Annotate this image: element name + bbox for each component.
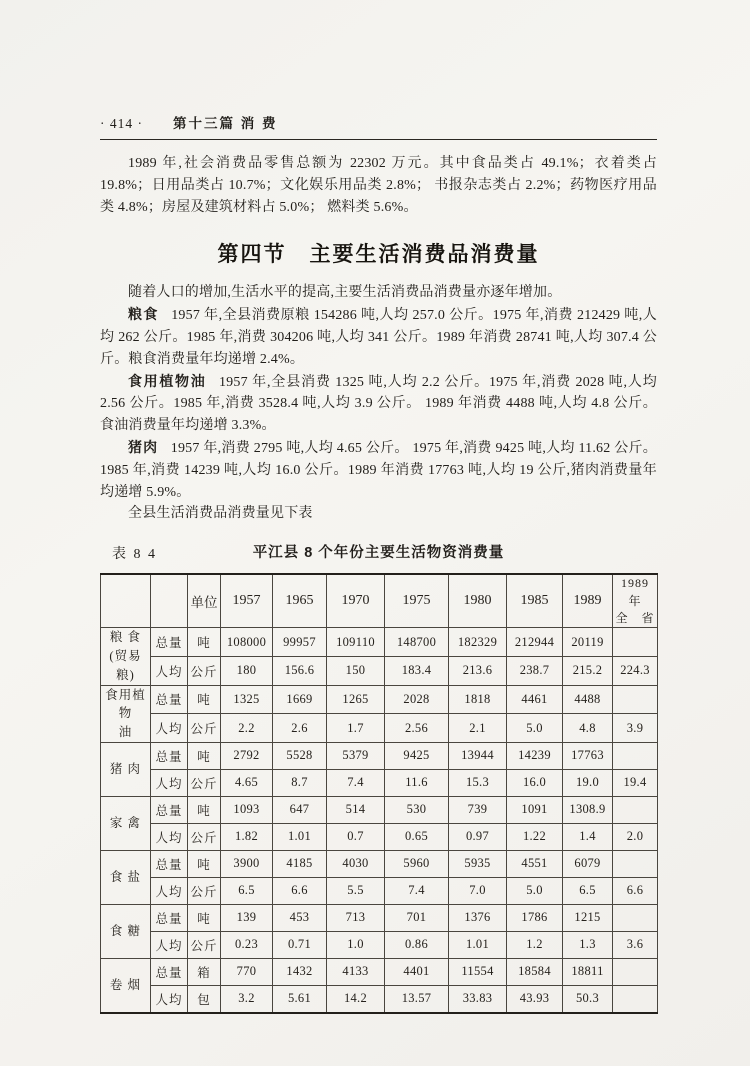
section-title <box>100 238 657 268</box>
value-cell: 1669 <box>273 685 327 714</box>
value-cell: 1215 <box>563 904 613 931</box>
value-cell: 183.4 <box>385 656 449 685</box>
paragraph-pork-text: 1957 年,消费 2795 吨,人均 4.65 公斤。 1975 年,消费 9425 吨,人均 11.62 公斤。1985 年,消费 14239 吨,人均 16.0 公斤。1989 年消费 17763 吨,人均 19 公斤,猪肉消费量年均递增 5.9%。 <box>100 440 657 500</box>
value-cell: 19.4 <box>613 769 658 796</box>
paragraph-table-note: 全县生活消费品消费量见下表 <box>128 506 313 522</box>
value-cell: 18584 <box>507 958 563 985</box>
year-header-1957: 1957 <box>221 574 273 628</box>
value-cell <box>613 628 658 657</box>
value-cell: 4401 <box>385 958 449 985</box>
value-cell <box>613 985 658 1013</box>
metric-cell: 人均 <box>151 877 188 904</box>
metric-cell: 总量 <box>151 628 188 657</box>
value-cell: 6.5 <box>221 877 273 904</box>
value-cell: 3900 <box>221 850 273 877</box>
metric-cell: 总量 <box>151 904 188 931</box>
value-cell: 8.7 <box>273 769 327 796</box>
metric-cell: 人均 <box>151 656 188 685</box>
section-number: 第四节 <box>217 243 287 267</box>
value-cell: 647 <box>273 796 327 823</box>
table-number: 表 8 4 <box>112 547 157 563</box>
unit-cell: 公斤 <box>188 877 221 904</box>
province-1989-header: 1989 年 全 省 <box>613 574 658 628</box>
value-cell <box>613 904 658 931</box>
unit-cell: 公斤 <box>188 714 221 743</box>
value-cell: 0.23 <box>221 931 273 958</box>
value-cell <box>613 742 658 769</box>
table-caption <box>100 541 657 565</box>
value-cell: 1.01 <box>449 931 507 958</box>
paragraph-grain-text: 1957 年,全县消费原粮 154286 吨,人均 257.0 公斤。1975 年,消费 212429 吨,人均 262 公斤。1985 年,消费 304206 吨,人均 341 公斤。1989 年消费 28741 吨,人均 307.4 公斤。粮食消费量年均递增 2.4%。 <box>100 308 658 367</box>
metric-cell: 人均 <box>151 714 188 743</box>
value-cell: 2.1 <box>449 714 507 743</box>
metric-cell: 总量 <box>151 796 188 823</box>
table-header-row <box>101 574 658 628</box>
value-cell: 1432 <box>273 958 327 985</box>
value-cell: 1091 <box>507 796 563 823</box>
consumption-table <box>100 573 658 1014</box>
value-cell: 213.6 <box>449 656 507 685</box>
table-row <box>101 985 658 1013</box>
value-cell: 1818 <box>449 685 507 714</box>
category-cell: 食用植物 油 <box>101 685 151 742</box>
value-cell: 20119 <box>563 628 613 657</box>
value-cell: 9425 <box>385 742 449 769</box>
value-cell: 514 <box>327 796 385 823</box>
value-cell: 14239 <box>507 742 563 769</box>
table-row <box>101 742 658 769</box>
unit-cell: 公斤 <box>188 769 221 796</box>
value-cell: 5960 <box>385 850 449 877</box>
metric-cell: 总量 <box>151 742 188 769</box>
value-cell: 4551 <box>507 850 563 877</box>
value-cell: 224.3 <box>613 656 658 685</box>
unit-cell: 吨 <box>188 742 221 769</box>
value-cell: 238.7 <box>507 656 563 685</box>
value-cell: 7.4 <box>327 769 385 796</box>
category-cell: 猪 肉 <box>101 742 151 796</box>
value-cell: 17763 <box>563 742 613 769</box>
value-cell: 215.2 <box>563 656 613 685</box>
value-cell: 180 <box>221 656 273 685</box>
value-cell: 2028 <box>385 685 449 714</box>
value-cell: 0.65 <box>385 823 449 850</box>
value-cell <box>613 850 658 877</box>
value-cell: 14.2 <box>327 985 385 1013</box>
table-row <box>101 823 658 850</box>
value-cell <box>613 685 658 714</box>
value-cell: 7.0 <box>449 877 507 904</box>
value-cell: 4488 <box>563 685 613 714</box>
table-row <box>101 877 658 904</box>
value-cell: 156.6 <box>273 656 327 685</box>
value-cell: 6.5 <box>563 877 613 904</box>
value-cell: 15.3 <box>449 769 507 796</box>
section-name: 主要生活消费品消费量 <box>309 243 540 267</box>
year-header-1980: 1980 <box>449 574 507 628</box>
paragraph-pork-lead: 猪肉 <box>128 438 159 455</box>
unit-cell: 公斤 <box>188 656 221 685</box>
unit-cell: 公斤 <box>188 931 221 958</box>
paragraph-retail-totals: 1989 年,社会消费品零售总额为 22302 万元。其中食品类占 49.1%；衣着类占 19.8%；日用品类占 10.7%；文化娱乐用品类 2.8%； 书报杂志类占 2.2%；药物医疗用品类 4.8%；房屋及建筑材料占 5.0%； 燃料类 5.6%。 <box>100 156 657 215</box>
value-cell: 1786 <box>507 904 563 931</box>
value-cell: 1.01 <box>273 823 327 850</box>
value-cell: 13944 <box>449 742 507 769</box>
value-cell: 1308.9 <box>563 796 613 823</box>
value-cell: 1376 <box>449 904 507 931</box>
paragraph-grain-lead: 粮食 <box>128 306 159 323</box>
value-cell: 4185 <box>273 850 327 877</box>
metric-cell: 总量 <box>151 685 188 714</box>
value-cell: 33.83 <box>449 985 507 1013</box>
value-cell: 4133 <box>327 958 385 985</box>
value-cell: 0.7 <box>327 823 385 850</box>
unit-cell: 包 <box>188 985 221 1013</box>
metric-cell: 人均 <box>151 985 188 1013</box>
paragraph-oil-text: 1957 年,全县消费 1325 吨,人均 2.2 公斤。1975 年,消费 2028 吨,人均 2.56 公斤。1985 年,消费 3528.4 吨,人均 3.9 公斤。 1989 年消费 4488 吨,人均 4.8 公斤。 食油消费量年均递增 3.3%。 <box>100 374 658 434</box>
value-cell: 182329 <box>449 628 507 657</box>
category-cell: 家 禽 <box>101 796 151 850</box>
unit-cell: 吨 <box>188 850 221 877</box>
value-cell: 2.0 <box>613 823 658 850</box>
unit-header: 单位 <box>188 574 221 628</box>
table-row <box>101 769 658 796</box>
value-cell: 1.2 <box>507 931 563 958</box>
paragraph-oil <box>100 371 657 437</box>
value-cell: 0.86 <box>385 931 449 958</box>
table-row <box>101 685 658 714</box>
value-cell: 43.93 <box>507 985 563 1013</box>
header-rule <box>100 139 657 140</box>
value-cell: 5935 <box>449 850 507 877</box>
running-header <box>100 112 657 132</box>
value-cell: 1.4 <box>563 823 613 850</box>
value-cell: 6.6 <box>613 877 658 904</box>
value-cell: 1.22 <box>507 823 563 850</box>
value-cell: 2.6 <box>273 714 327 743</box>
year-header-1985: 1985 <box>507 574 563 628</box>
value-cell: 7.4 <box>385 877 449 904</box>
value-cell: 4.8 <box>563 714 613 743</box>
value-cell: 50.3 <box>563 985 613 1013</box>
value-cell: 108000 <box>221 628 273 657</box>
year-header-1989: 1989 <box>563 574 613 628</box>
table-row <box>101 628 658 657</box>
value-cell: 1.0 <box>327 931 385 958</box>
table-row <box>101 904 658 931</box>
value-cell: 212944 <box>507 628 563 657</box>
category-cell: 食 糖 <box>101 904 151 958</box>
value-cell: 2792 <box>221 742 273 769</box>
value-cell: 1093 <box>221 796 273 823</box>
value-cell: 453 <box>273 904 327 931</box>
table-row <box>101 958 658 985</box>
value-cell: 150 <box>327 656 385 685</box>
table-title: 平江县 8 个年份主要生活物资消费量 <box>252 545 505 562</box>
table-row <box>101 850 658 877</box>
value-cell: 18811 <box>563 958 613 985</box>
metric-cell: 人均 <box>151 931 188 958</box>
value-cell: 0.97 <box>449 823 507 850</box>
metric-cell: 人均 <box>151 823 188 850</box>
value-cell <box>613 958 658 985</box>
value-cell: 3.9 <box>613 714 658 743</box>
paragraph-pork <box>100 437 657 503</box>
table-row <box>101 796 658 823</box>
value-cell: 139 <box>221 904 273 931</box>
value-cell: 5.0 <box>507 877 563 904</box>
table-row <box>101 656 658 685</box>
unit-cell: 吨 <box>188 796 221 823</box>
unit-cell: 吨 <box>188 685 221 714</box>
value-cell <box>613 796 658 823</box>
value-cell: 4.65 <box>221 769 273 796</box>
category-cell: 粮 食 (贸易粮) <box>101 628 151 685</box>
year-header-1965: 1965 <box>273 574 327 628</box>
page-content <box>100 112 657 1014</box>
paragraph-oil-lead: 食用植物油 <box>128 372 207 389</box>
value-cell: 0.71 <box>273 931 327 958</box>
metric-header-blank <box>151 574 188 628</box>
category-header-blank <box>101 574 151 628</box>
value-cell: 11.6 <box>385 769 449 796</box>
value-cell: 109110 <box>327 628 385 657</box>
value-cell: 1325 <box>221 685 273 714</box>
year-header-1975: 1975 <box>385 574 449 628</box>
unit-cell: 公斤 <box>188 823 221 850</box>
value-cell: 5.5 <box>327 877 385 904</box>
value-cell: 19.0 <box>563 769 613 796</box>
table-row <box>101 931 658 958</box>
table-row <box>101 714 658 743</box>
value-cell: 701 <box>385 904 449 931</box>
value-cell: 770 <box>221 958 273 985</box>
paragraph-growth: 随着人口的增加,生活水平的提高,主要生活消费品消费量亦逐年增加。 <box>128 285 562 301</box>
value-cell: 713 <box>327 904 385 931</box>
page-number: · 414 · <box>100 116 143 131</box>
value-cell: 5.0 <box>507 714 563 743</box>
value-cell: 6079 <box>563 850 613 877</box>
value-cell: 16.0 <box>507 769 563 796</box>
value-cell: 4030 <box>327 850 385 877</box>
value-cell: 4461 <box>507 685 563 714</box>
value-cell: 1.7 <box>327 714 385 743</box>
value-cell: 3.6 <box>613 931 658 958</box>
metric-cell: 总量 <box>151 850 188 877</box>
value-cell: 148700 <box>385 628 449 657</box>
metric-cell: 人均 <box>151 769 188 796</box>
value-cell: 5379 <box>327 742 385 769</box>
value-cell: 1265 <box>327 685 385 714</box>
metric-cell: 总量 <box>151 958 188 985</box>
value-cell: 739 <box>449 796 507 823</box>
value-cell: 5528 <box>273 742 327 769</box>
unit-cell: 吨 <box>188 628 221 657</box>
value-cell: 2.2 <box>221 714 273 743</box>
unit-cell: 吨 <box>188 904 221 931</box>
value-cell: 5.61 <box>273 985 327 1013</box>
category-cell: 卷 烟 <box>101 958 151 1013</box>
value-cell: 99957 <box>273 628 327 657</box>
value-cell: 13.57 <box>385 985 449 1013</box>
category-cell: 食 盐 <box>101 850 151 904</box>
unit-cell: 箱 <box>188 958 221 985</box>
year-header-1970: 1970 <box>327 574 385 628</box>
value-cell: 1.82 <box>221 823 273 850</box>
value-cell: 11554 <box>449 958 507 985</box>
value-cell: 530 <box>385 796 449 823</box>
paragraph-grain <box>100 304 657 370</box>
value-cell: 3.2 <box>221 985 273 1013</box>
value-cell: 2.56 <box>385 714 449 743</box>
value-cell: 6.6 <box>273 877 327 904</box>
value-cell: 1.3 <box>563 931 613 958</box>
chapter-title: 第十三篇 消 费 <box>173 116 278 131</box>
